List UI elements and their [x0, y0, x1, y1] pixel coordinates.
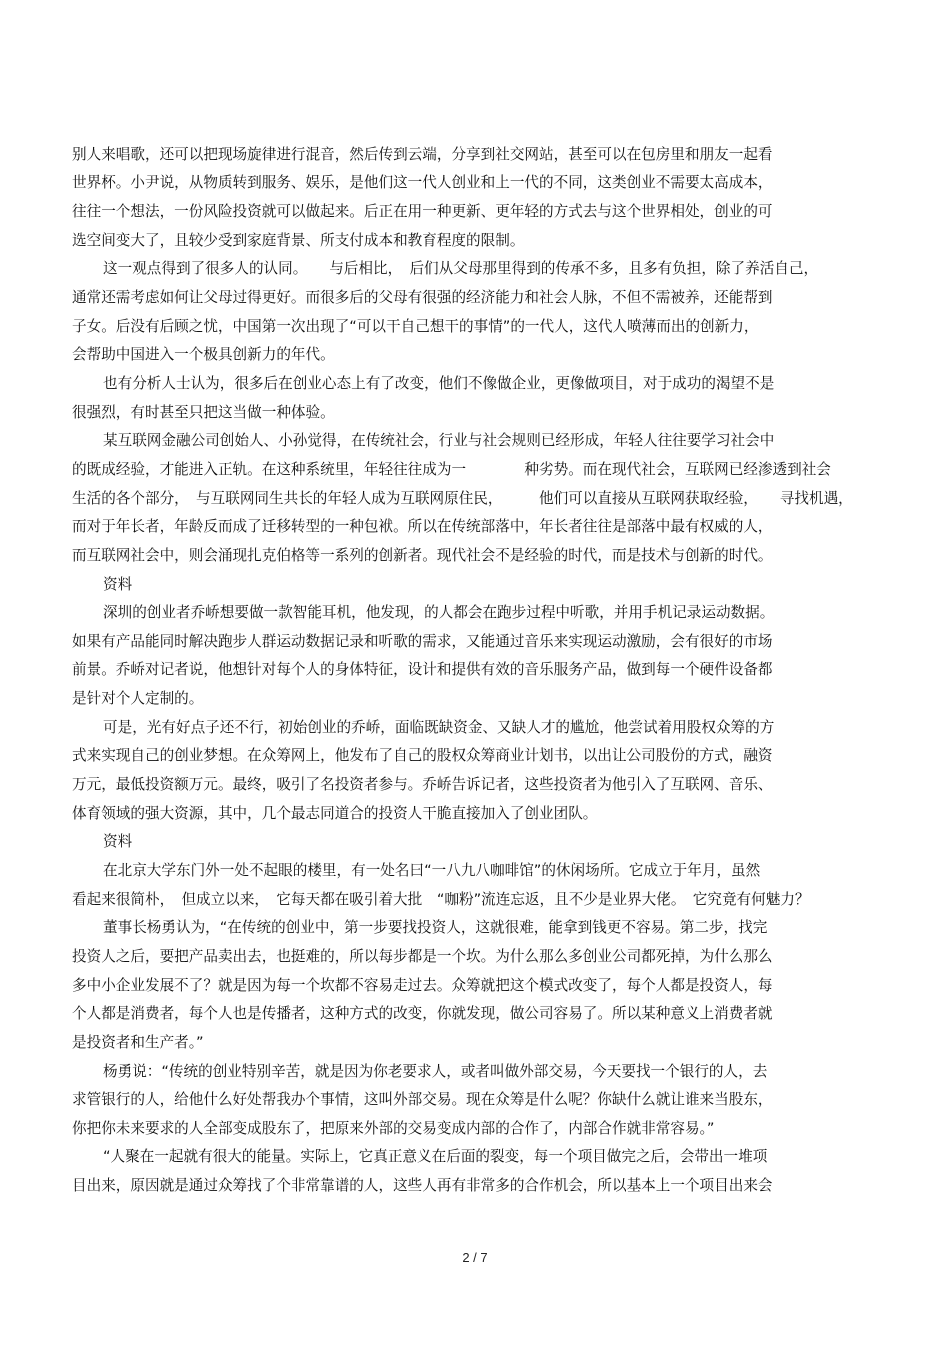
text-line: 是针对个人定制的。	[72, 690, 204, 707]
text-line: 也有分析人士认为，很多后在创业心态上有了改变，他们不像做企业，更像做项目，对于成功的渴望不是	[103, 375, 775, 392]
text-line: 前景。乔峤对记者说，他想针对每个人的身体特征，设计和提供有效的音乐服务产品，做到每一个硬件设备都	[72, 661, 773, 678]
text-line: 的既成经验，才能进入正轨。在这种系统里，年轻往往成为一 种劣势。而在现代社会，互联网已经渗透到社会	[72, 461, 831, 478]
text-line: 体育领域的强大资源，其中，几个最志同道合的投资人干脆直接加入了创业团队。	[72, 805, 598, 822]
text-line: 多中小企业发展不了？就是因为每一个坎都不容易走过去。众筹就把这个模式改变了，每个人都是投资人，每	[72, 977, 773, 994]
text-line: 而对于年长者，年龄反而成了迁移转型的一种包袱。所以在传统部落中，年长者往往是部落中最有权威的人，	[72, 518, 773, 535]
page-number: 2 / 7	[462, 1250, 488, 1265]
text-line: 而互联网社会中，则会涌现扎克伯格等一系列的创新者。现代社会不是经验的时代，而是技术与创新的时代。	[72, 547, 773, 564]
text-line: 投资人之后，要把产品卖出去，也挺难的，所以每步都是一个坎。为什么那么多创业公司都死掉，为什么那么	[72, 948, 773, 965]
text-line: 很强烈，有时甚至只把这当做一种体验。	[72, 404, 335, 421]
text-line: 会帮助中国进入一个极具创新力的年代。	[72, 346, 335, 363]
text-line: 通常还需考虑如何让父母过得更好。而很多后的父母有很强的经济能力和社会人脉，不但不需被养，还能帮到	[72, 289, 773, 306]
text-line: 董事长杨勇认为，“在传统的创业中，第一步要找投资人，这就很难，能拿到钱更不容易。第二步，找完	[103, 919, 768, 936]
text-line: 生活的各个部分， 与互联网同生共长的年轻人成为互联网原住民， 他们可以直接从互联网获取经验， 寻找机遇，	[72, 490, 853, 507]
text-line: 你把你未来要求的人全部变成股东了，把原来外部的交易变成内部的合作了，内部合作就非常容易。”	[72, 1120, 715, 1137]
text-line: 是投资者和生产者。”	[72, 1034, 204, 1051]
section-heading: 资料	[103, 833, 133, 850]
text-line: 如果有产品能同时解决跑步人群运动数据记录和听歌的需求，又能通过音乐来实现运动激励，会有很好的市场	[72, 633, 773, 650]
text-line: 在北京大学东门外一处不起眼的楼里，有一处名曰“一八九八咖啡馆”的休闲场所。它成立于年月，虽然	[103, 862, 761, 879]
text-line: 目出来，原因就是通过众筹找了个非常靠谱的人，这些人再有非常多的合作机会，所以基本上一个项目出来会	[72, 1177, 773, 1194]
text-line: 看起来很简朴， 但成立以来， 它每天都在吸引着大批 “咖粉”流连忘返，且不少是业界大佬。 它究竟有何魅力？	[72, 891, 810, 908]
text-line: 式来实现自己的创业梦想。在众筹网上，他发布了自己的股权众筹商业计划书，以出让公司股份的方式，融资	[72, 747, 773, 764]
text-line: 个人都是消费者，每个人也是传播者，这种方式的改变，你就发现，做公司容易了。所以某种意义上消费者就	[72, 1005, 773, 1022]
text-line: “人聚在一起就有很大的能量。实际上，它真正意义在后面的裂变，每一个项目做完之后，会带出一堆项	[103, 1148, 768, 1165]
text-line: 往往一个想法，一份风险投资就可以做起来。后正在用一种更新、更年轻的方式去与这个世界相处，创业的可	[72, 203, 773, 220]
text-line: 别人来唱歌，还可以把现场旋律进行混音，然后传到云端，分享到社交网站，甚至可以在包房里和朋友一起看	[72, 146, 773, 163]
text-line: 世界杯。小尹说，从物质转到服务、娱乐，是他们这一代人创业和上一代的不同，这类创业不需要太高成本，	[72, 174, 773, 191]
text-line: 深圳的创业者乔峤想要做一款智能耳机，他发现，的人都会在跑步过程中听歌，并用手机记录运动数据。	[103, 604, 775, 621]
text-line: 这一观点得到了很多人的认同。 与后相比， 后们从父母那里得到的传承不多，且多有负担，除了养活自己，	[103, 260, 819, 277]
text-line: 选空间变大了，且较少受到家庭背景、所支付成本和教育程度的限制。	[72, 232, 525, 249]
text-line: 求管银行的人，给他什么好处帮我办个事情，这叫外部交易。现在众筹是什么呢？你缺什么就让谁来当股东，	[72, 1091, 773, 1108]
text-line: 可是，光有好点子还不行，初始创业的乔峤，面临既缺资金、又缺人才的尴尬，他尝试着用股权众筹的方	[103, 719, 775, 736]
section-heading: 资料	[103, 576, 133, 593]
text-line: 万元，最低投资额万元。最终，吸引了名投资者参与。乔峤告诉记者，这些投资者为他引入了互联网、音乐、	[72, 776, 773, 793]
text-line: 子女。后没有后顾之忧，中国第一次出现了“可以干自己想干的事情”的一代人，这代人喷薄而出的创新力，	[72, 318, 759, 335]
text-line: 某互联网金融公司创始人、小孙觉得，在传统社会，行业与社会规则已经形成，年轻人往往要学习社会中	[103, 432, 775, 449]
text-line: 杨勇说：“传统的创业特别辛苦，就是因为你老要求人，或者叫做外部交易，今天要找一个银行的人，去	[103, 1063, 768, 1080]
